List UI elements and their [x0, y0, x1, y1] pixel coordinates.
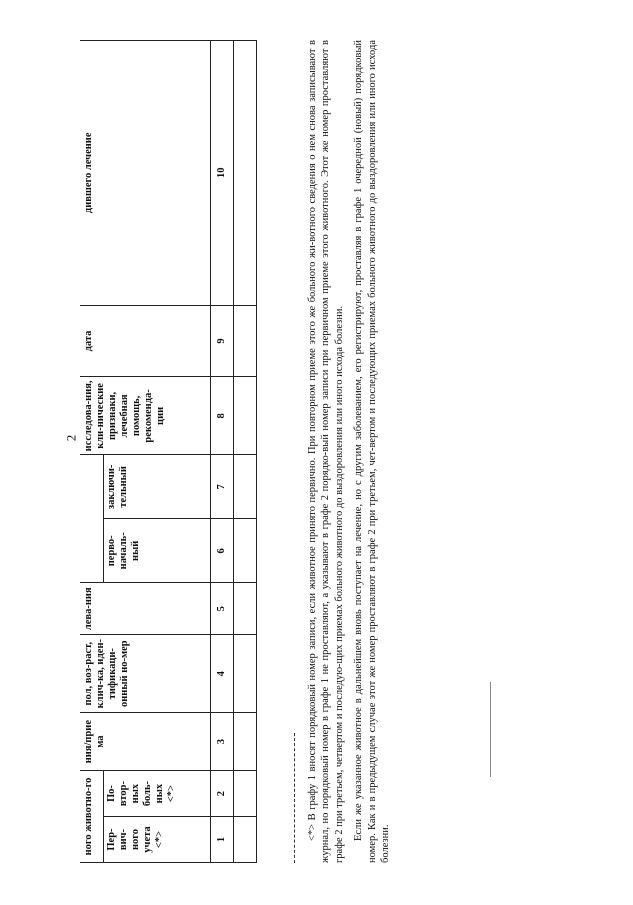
rotated-page-content [80, 40, 620, 863]
table-cell [234, 635, 257, 713]
table-cell [234, 583, 257, 635]
table-cell [234, 455, 257, 519]
table-cell [234, 713, 257, 771]
table-cell [234, 519, 257, 583]
col-header-sex-age-name-id: пол, воз-раст, клич-ка, иден-тификаци-онный но-мер [81, 635, 211, 713]
bottom-rule [490, 682, 491, 777]
col-number: 3 [211, 713, 234, 771]
subheader-initial: перво-началь-ный [104, 519, 211, 583]
col-header-research-treatment: исследова-ния, кли-нические признаки, лечебная помощь, рекоменда-ции [81, 377, 211, 455]
table-cell [234, 771, 257, 817]
col-number: 9 [211, 305, 234, 377]
col-number: 6 [211, 519, 234, 583]
col-number: 4 [211, 635, 234, 713]
subheader-repeat: По-втор-ных боль-ных <*> [104, 771, 211, 817]
table-cell [234, 817, 257, 863]
footnote [306, 40, 398, 863]
table-empty-row [234, 41, 257, 863]
col-number: 8 [211, 377, 234, 455]
col-number: 7 [211, 455, 234, 519]
table-cell [234, 41, 257, 306]
col-header-animal: ного животно-го [81, 771, 104, 863]
col-number: 2 [211, 771, 234, 817]
col-number: 1 [211, 817, 234, 863]
col-header-disease: лева-ния [81, 583, 211, 635]
footnote-paragraph-1: <*> В графу 1 вносят порядковый номер записи, если животное принято первично. При повторном приеме этого же больного жи-вотного сведения о нем снова записывают в журнал, но порядковый номер в графе 1 не проставляют, а указывают в графе 2 порядко-вый номер записи при первичном приеме этого животного. Этот же номер проставляют в графе 2 при третьем, четвертом и последую-щих приемах больного животного до выздоровления или иного исхода болезни. [307, 40, 345, 863]
column-numbers-row [211, 41, 234, 863]
col-header-diagnosis [81, 455, 104, 583]
table-header-row-1 [81, 41, 104, 863]
col-header-admission: ния/прие ма [81, 713, 211, 771]
footnote-paragraph-2: Если же указанное животное в дальнейшем вновь поступает на лечение, но с другим заболеванием, его регистрируют, проставляя в графе 1 очередной (новый) порядковый номер. Как и в предыдущем случае этот же номер проставляют в графе 2 при третьем, чет-вертом и последующих приемах больного животного до выздоровления или иного исхода болезни. [353, 40, 392, 863]
table-cell [234, 377, 257, 455]
page-number: 2 [63, 434, 79, 442]
col-number: 5 [211, 583, 234, 635]
subheader-primary: Пер-вич-ного учета <*> [104, 817, 211, 863]
subheader-final: заключи-тельный [104, 455, 211, 519]
table-cell [234, 305, 257, 377]
col-header-treatment-doctor: дившего лечение [81, 41, 211, 306]
col-number: 10 [211, 41, 234, 306]
journal-table [80, 40, 257, 863]
col-header-date: дата [81, 305, 211, 377]
footnote-separator [294, 733, 295, 863]
